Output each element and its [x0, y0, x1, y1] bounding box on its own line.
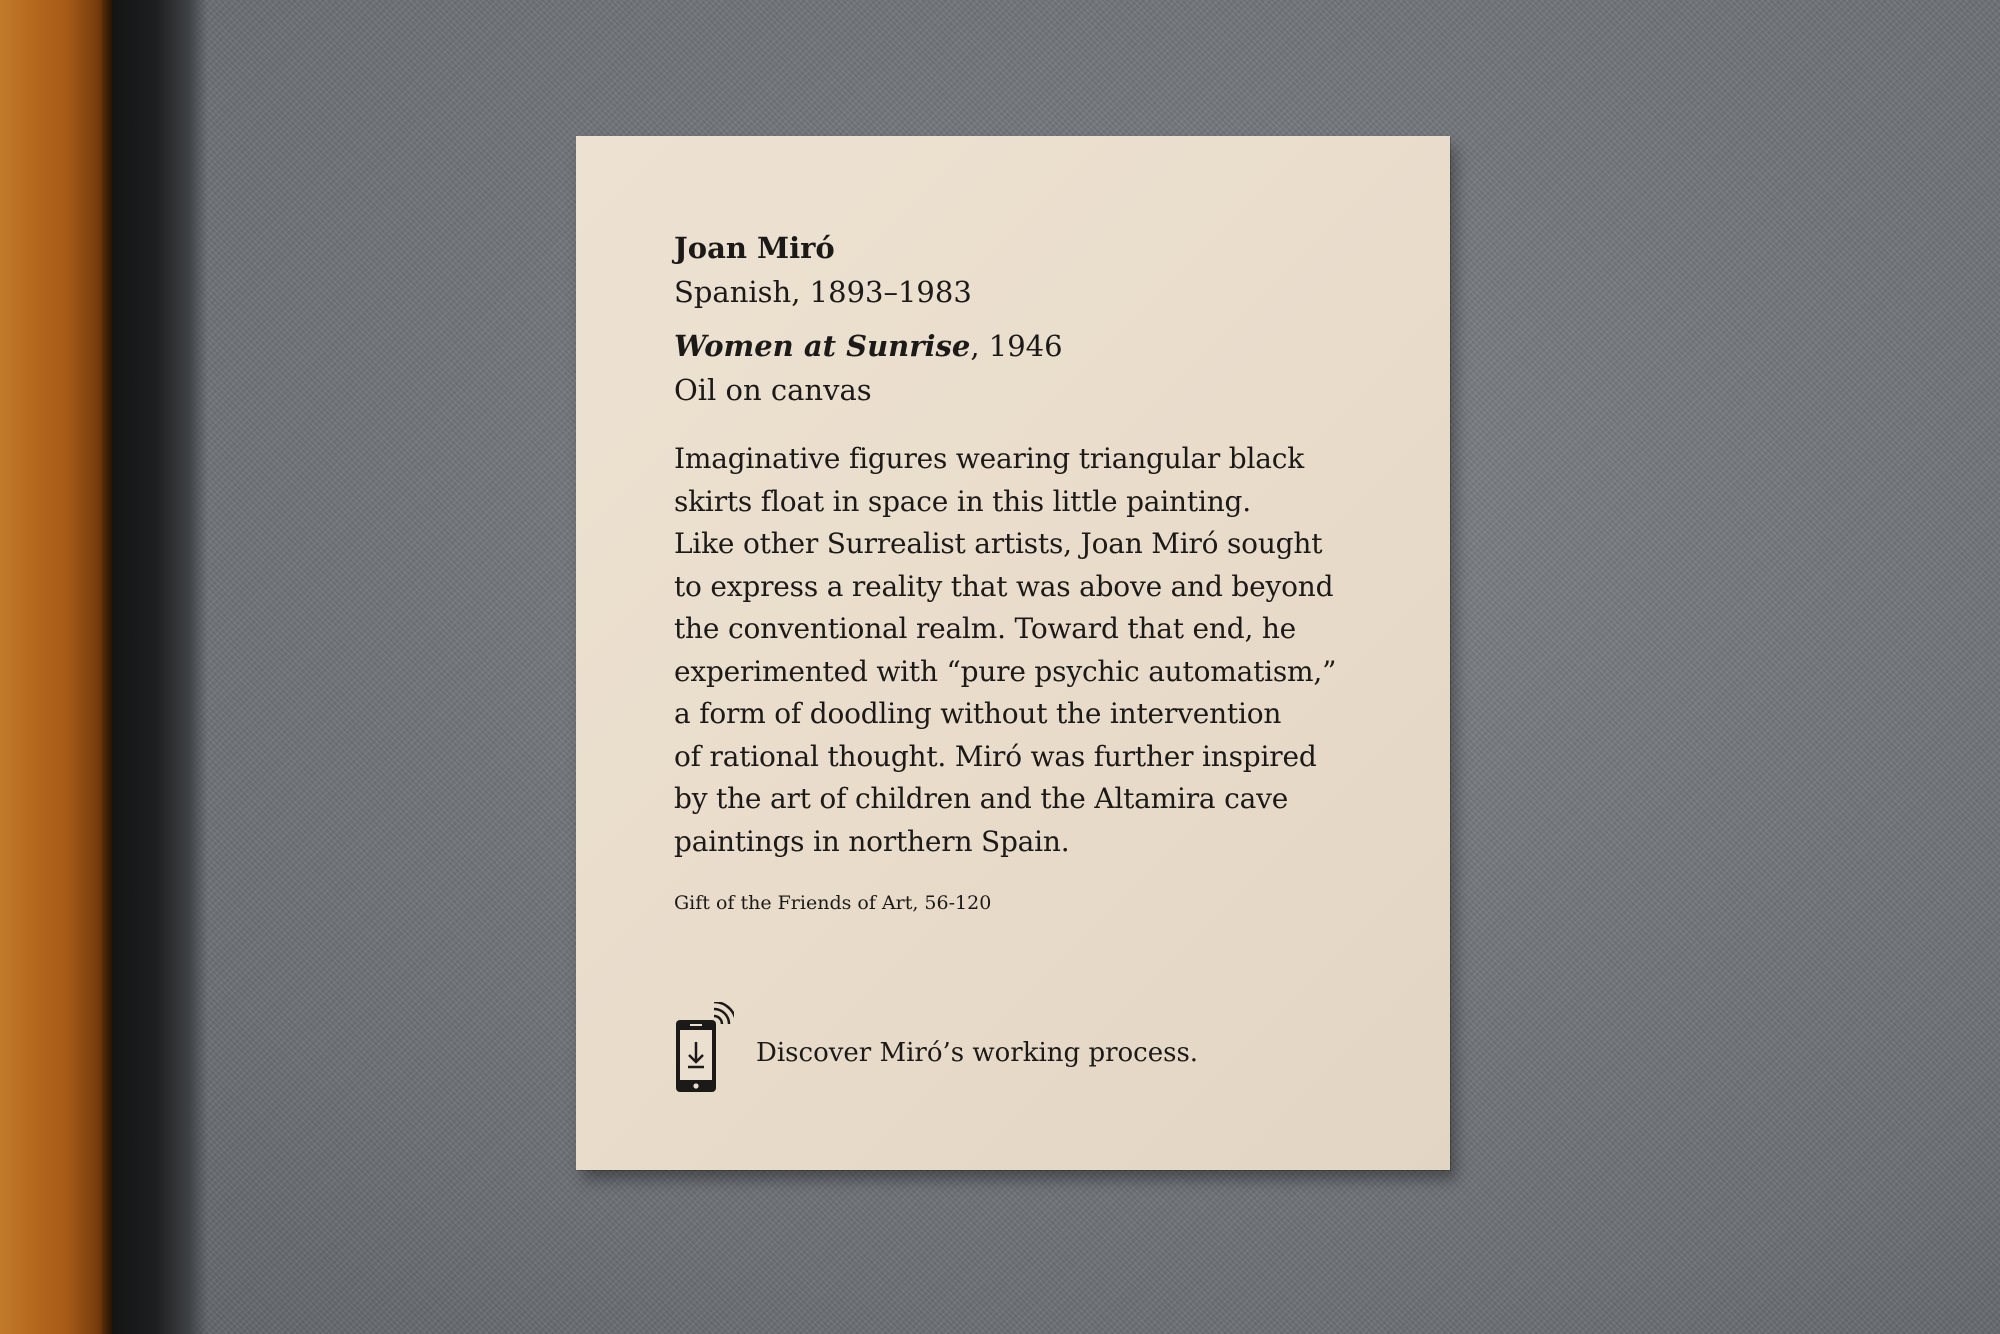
painting-frame-edge — [0, 0, 112, 1334]
discover-prompt — [674, 1002, 1198, 1094]
artwork-description — [674, 438, 1354, 863]
museum-label-card — [576, 136, 1450, 1170]
description-line: skirts float in space in this little painting. — [674, 484, 1251, 518]
smartphone-download-icon — [674, 1002, 734, 1094]
description-line: by the art of children and the Altamira cave — [674, 782, 1289, 815]
artwork-title-line — [674, 324, 1354, 368]
description-line: of rational thought. Miró was further inspired — [674, 739, 1317, 773]
description-line: to express a reality that was above and beyond — [674, 569, 1334, 603]
description-line: a form of doodling without the intervention — [674, 697, 1282, 730]
description-line: Like other Surrealist artists, Joan Miró sought — [674, 527, 1323, 560]
credit-line: Gift of the Friends of Art, 56-120 — [674, 892, 992, 914]
frame-shadow — [112, 0, 208, 1334]
description-line: the conventional realm. Toward that end, he — [674, 612, 1297, 645]
description-line: experimented with “pure psychic automatism,” — [674, 654, 1337, 688]
artwork-date: , 1946 — [970, 329, 1063, 363]
artist-nationality-dates: Spanish, 1893–1983 — [674, 275, 972, 309]
artwork-title: Women at Sunrise — [674, 329, 971, 363]
artwork-medium: Oil on canvas — [674, 373, 872, 407]
description-line: Imaginative figures wearing triangular black — [674, 442, 1304, 475]
label-text-block — [674, 226, 1354, 917]
discover-text: Discover Miró’s working process. — [756, 1038, 1199, 1068]
description-line: paintings in northern Spain. — [674, 824, 1070, 858]
artist-name: Joan Miró — [674, 231, 835, 265]
